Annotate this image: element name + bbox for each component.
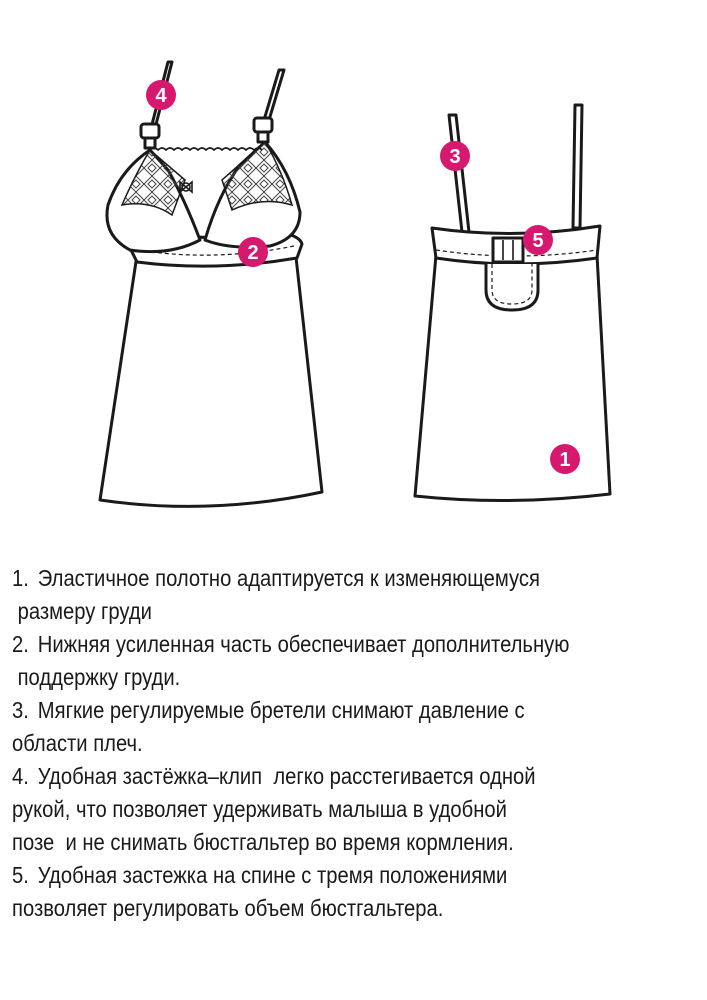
- front-skirt: [100, 248, 322, 506]
- feature-text: Удобная застёжка–клип легко расстегивается одной: [37, 763, 536, 789]
- back-left-strap: [449, 115, 469, 232]
- feature-item-5: [12, 859, 700, 925]
- front-view: [100, 62, 322, 506]
- feature-text-cont: позе и не снимать бюстгальтер во время кормления.: [12, 829, 514, 855]
- back-right-strap: [573, 105, 582, 228]
- svg-text:3: 3: [449, 146, 461, 168]
- feature-text-cont: позволяет регулировать объем бюстгальтера.: [12, 895, 444, 921]
- feature-number: 5.: [12, 862, 29, 888]
- svg-text:5: 5: [532, 230, 544, 252]
- front-right-lace: [222, 142, 292, 210]
- feature-number: 3.: [12, 697, 29, 723]
- front-left-clip: [141, 124, 159, 138]
- front-right-clip: [254, 118, 272, 132]
- marker-5: [523, 225, 553, 255]
- back-clasp: [493, 238, 523, 262]
- feature-item-2: [12, 628, 700, 694]
- feature-text: Нижняя усиленная часть обеспечивает дополнительную: [37, 631, 570, 657]
- feature-text-cont: рукой, что позволяет удерживать малыша в удобной: [12, 796, 507, 822]
- marker-4: [146, 80, 176, 110]
- feature-text: Эластичное полотно адаптируется к изменяющемуся: [37, 565, 540, 591]
- feature-text: Удобная застежка на спине с тремя положениями: [37, 862, 508, 888]
- svg-text:2: 2: [247, 242, 259, 264]
- feature-number: 2.: [12, 631, 29, 657]
- feature-list: [12, 562, 700, 925]
- feature-text-cont: размеру груди: [12, 598, 152, 624]
- back-cutout: [486, 264, 538, 310]
- feature-item-1: [12, 562, 700, 628]
- marker-3: [440, 141, 470, 171]
- feature-item-4: [12, 760, 700, 859]
- feature-number: 4.: [12, 763, 29, 789]
- svg-text:4: 4: [155, 85, 167, 107]
- marker-2: [238, 237, 268, 267]
- feature-number: 1.: [12, 565, 29, 591]
- svg-text:1: 1: [559, 449, 571, 471]
- feature-text: Мягкие регулируемые бретели снимают давление с: [37, 697, 525, 723]
- feature-text-cont: поддержку груди.: [12, 664, 181, 690]
- feature-item-3: [12, 694, 700, 760]
- feature-text-cont: области плеч.: [12, 730, 143, 756]
- marker-1: [550, 444, 580, 474]
